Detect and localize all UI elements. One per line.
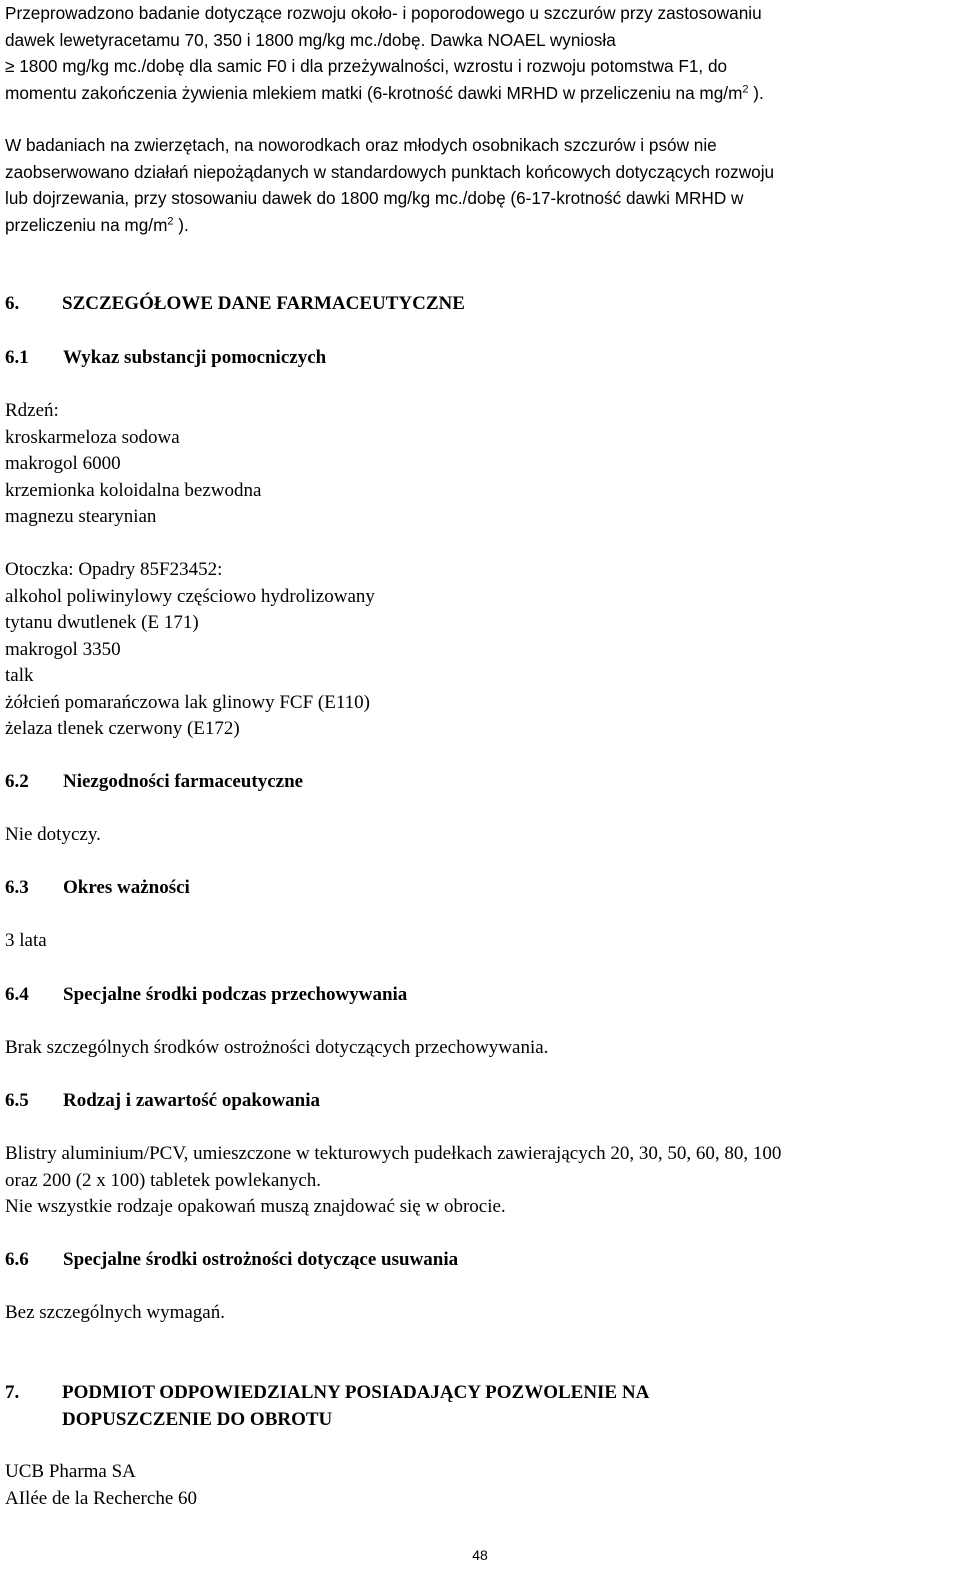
intro-paragraph-1	[5, 0, 955, 106]
packaging-line-1: Blistry aluminium/PCV, umieszczone w tekturowych pudełkach zawierających 20, 30, 50, 60, 80, 100	[5, 1143, 782, 1164]
list-item: kroskarmeloza sodowa	[5, 426, 180, 448]
section-6-4-text: Brak szczególnych środków ostrożności dotyczących przechowywania.	[5, 1037, 549, 1058]
section-6-heading	[5, 291, 955, 318]
list-item: żelaza tlenek czerwony (E172)	[5, 718, 240, 739]
section-6-5-text	[5, 1141, 955, 1221]
list-item: makrogol 6000	[5, 453, 121, 474]
section-title	[62, 1380, 955, 1433]
list-item: makrogol 3350	[5, 638, 121, 660]
section-6-6-text: Bez szczególnych wymagań.	[5, 1302, 225, 1323]
list-item: krzemionka koloidalna bezwodna	[5, 479, 262, 501]
section-number: 6.6	[5, 1249, 29, 1270]
section-title: Okres ważności	[63, 877, 190, 898]
section-number: 7.	[5, 1382, 20, 1403]
intro-p2-line-3: lub dojrzewania, przy stosowaniu dawek do 1800 mg/kg mc./dobę (6-17-krotność dawki MRHD w	[5, 188, 744, 208]
coating-label: Otoczka: Opadry 85F23452:	[5, 559, 223, 580]
section-6-3-heading	[5, 875, 955, 902]
core-excipients	[5, 398, 955, 531]
page-number: 48	[472, 1547, 488, 1563]
section-6-2-text: Nie dotyczy.	[5, 824, 101, 845]
section-6-5-heading	[5, 1088, 955, 1115]
section-number: 6.4	[5, 984, 29, 1005]
section-6-1-heading	[5, 345, 955, 372]
section-title: Niezgodności farmaceutyczne	[63, 771, 304, 792]
greater-equal-symbol: ≥	[5, 56, 15, 76]
intro-p1-line-2: dawek lewetyracetamu 70, 350 i 1800 mg/kg mc./dobę. Dawka NOAEL wyniosła	[5, 29, 616, 50]
section-title-line-2: DOPUSZCZENIE DO OBROTU	[62, 1408, 333, 1430]
section-title: Specjalne środki podczas przechowywania	[63, 984, 408, 1005]
section-title: Specjalne środki ostrożności dotyczące usuwania	[63, 1249, 459, 1270]
section-number: 6.3	[5, 877, 29, 898]
section-number: 6.2	[5, 771, 29, 792]
packaging-line-2: oraz 200 (2 x 100) tabletek powlekanych.	[5, 1169, 322, 1191]
section-6-3-text: 3 lata	[5, 930, 47, 951]
intro-p1-line-3: ≥ 1800 mg/kg mc./dobę dla samic F0 i dla przeżywalności, wzrostu i rozwoju potomstwa F1, do	[5, 56, 728, 76]
list-item: alkohol poliwinylowy częściowo hydrolizowany	[5, 585, 375, 607]
company-street: AIlée de la Recherche 60	[5, 1487, 198, 1509]
company-name: UCB Pharma SA	[5, 1461, 136, 1482]
section-title-line-1: PODMIOT ODPOWIEDZIALNY POSIADAJĄCY POZWOLENIE NA	[62, 1382, 650, 1403]
section-title: SZCZEGÓŁOWE DANE FARMACEUTYCZNE	[62, 293, 465, 314]
section-title: Rodzaj i zawartość opakowania	[63, 1090, 321, 1111]
intro-paragraph-2	[5, 132, 955, 238]
section-number: 6.1	[5, 347, 29, 368]
section-number: 6.	[5, 293, 20, 314]
coating-excipients	[5, 557, 955, 743]
list-item: magnezu stearynian	[5, 506, 157, 527]
section-7-heading	[5, 1380, 955, 1433]
intro-p2-line-2: zaobserwowano działań niepożądanych w standardowych punktach końcowych dotyczących rozwoju	[5, 161, 775, 182]
core-label: Rdzeń:	[5, 400, 59, 421]
list-item: talk	[5, 665, 34, 686]
intro-p1-line-1: Przeprowadzono badanie dotyczące rozwoju około- i poporodowego u szczurów przy zastosowaniu	[5, 3, 762, 23]
list-item: tytanu dwutlenek (E 171)	[5, 612, 199, 633]
section-6-4-heading	[5, 982, 955, 1009]
section-6-6-heading	[5, 1247, 955, 1274]
packaging-line-3: Nie wszystkie rodzaje opakowań muszą znajdować się w obrocie.	[5, 1196, 506, 1217]
marketing-authorisation-holder-address	[5, 1459, 955, 1512]
list-item: żółcień pomarańczowa lak glinowy FCF (E110)	[5, 691, 370, 713]
section-number: 6.5	[5, 1090, 29, 1111]
intro-p2-line-1: W badaniach na zwierzętach, na noworodkach oraz młodych osobnikach szczurów i psów nie	[5, 135, 717, 155]
intro-p2-line-4: przeliczeniu na $mg/m^2$ ).	[5, 214, 189, 235]
section-6-2-heading	[5, 769, 955, 796]
section-title: Wykaz substancji pomocniczych	[63, 347, 327, 368]
intro-p1-line-4: momentu zakończenia żywienia mlekiem matki (6-krotność dawki MRHD w przeliczeniu na $mg/m^2$ ).	[5, 82, 764, 103]
